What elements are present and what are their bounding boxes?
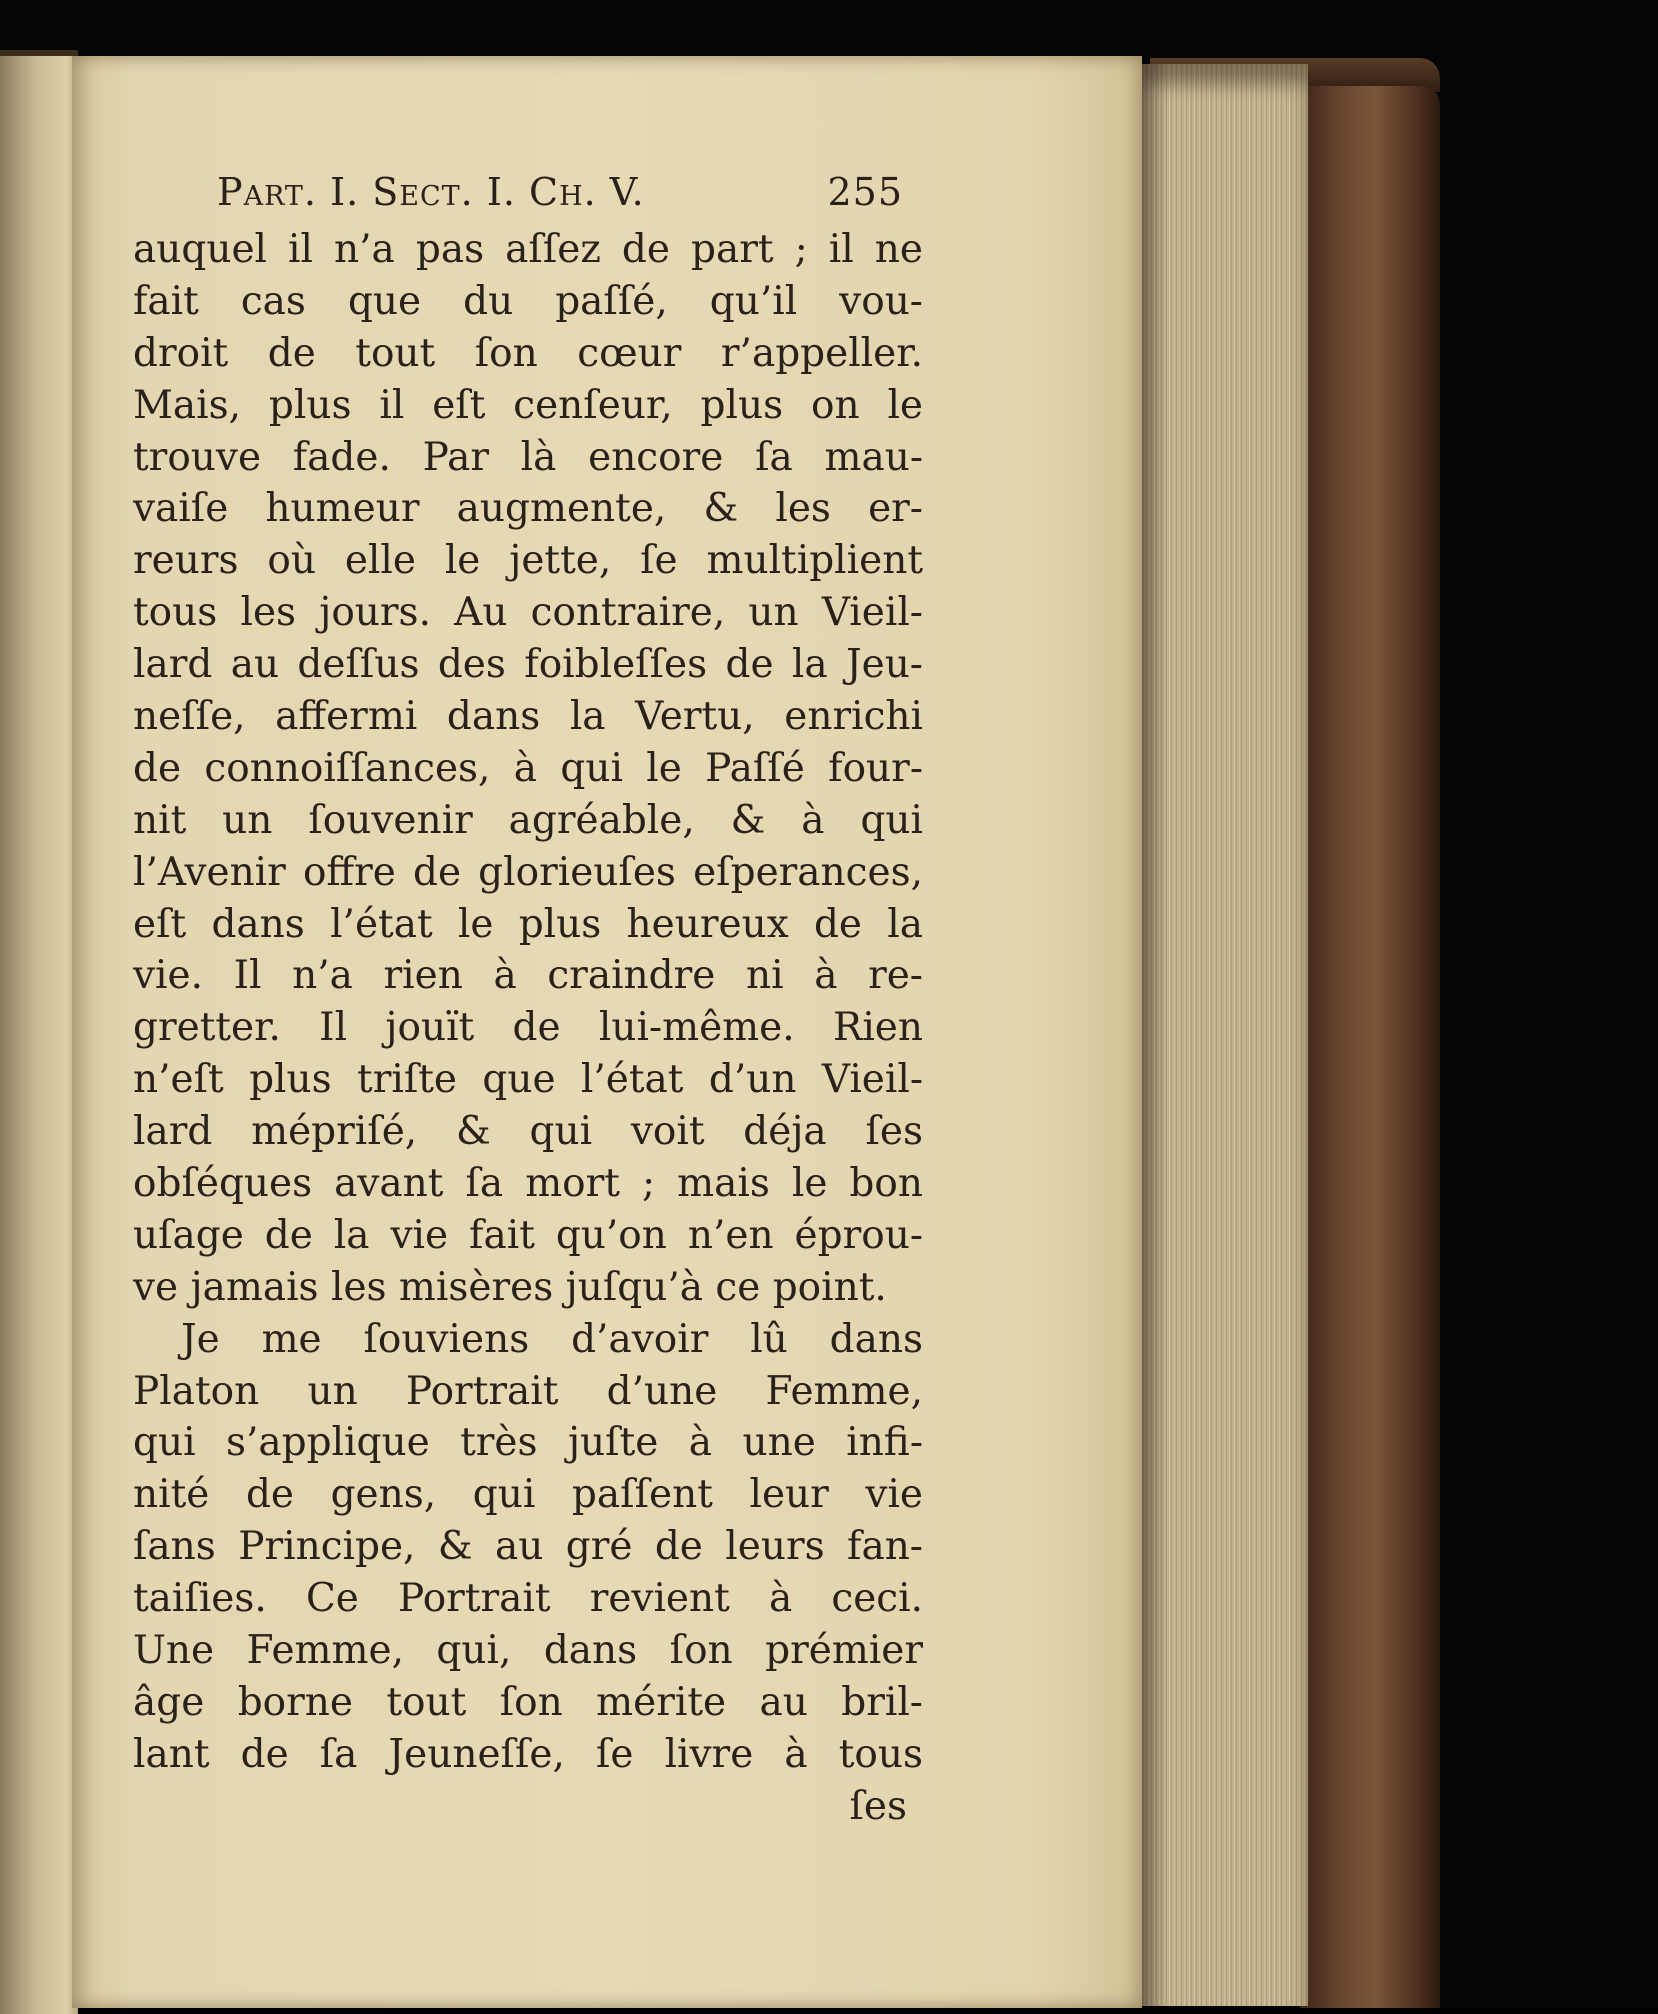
text-line: l’Avenir offre de glorieuſes eſperances,: [133, 849, 923, 895]
text-line: n’eſt plus triſte que l’état d’un Vieil-: [133, 1057, 923, 1103]
text-line: uſage de la vie fait qu’on n’en éprou-: [133, 1212, 923, 1258]
text-line: ſans Principe, & au gré de leurs fan-: [133, 1524, 923, 1570]
text-block: [133, 170, 923, 1833]
fore-edge-shadow: [1138, 64, 1168, 2006]
text-line: de connoiſſances, à qui le Paſſé four-: [133, 745, 923, 791]
text-line: Mais, plus il eſt cenſeur, plus on le: [133, 382, 923, 428]
text-line: lant de ſa Jeuneſſe, ſe livre à tous: [133, 1731, 923, 1777]
running-head: [133, 170, 923, 222]
text-line: neſſe, affermi dans la Vertu, enrichi: [133, 694, 923, 740]
text-line: lard mépriſé, & qui voit déja ſes: [133, 1109, 923, 1155]
leather-binding: [1300, 86, 1440, 2008]
text-line: Une Femme, qui, dans ſon prémier: [133, 1628, 923, 1674]
facing-page-edge: [0, 50, 78, 2014]
text-line: obſéques avant ſa mort ; mais le bon: [133, 1161, 923, 1207]
text-line: tous les jours. Au contraire, un Vieil-: [133, 590, 923, 636]
text-line: nit un ſouvenir agréable, & à qui: [133, 797, 923, 843]
text-line: vie. Il n’a rien à craindre ni à re-: [133, 953, 923, 999]
catchword: ſes: [849, 1783, 907, 1829]
text-line: lard au deſſus des foibleſſes de la Jeu-: [133, 642, 923, 688]
text-line: taiſies. Ce Portrait revient à ceci.: [133, 1576, 923, 1622]
text-line: nité de gens, qui paſſent leur vie: [133, 1472, 923, 1518]
text-line: Je me ſouviens d’avoir lû dans: [181, 1316, 923, 1362]
text-line: Platon un Portrait d’une Femme,: [133, 1368, 923, 1414]
text-line: droit de tout ſon cœur r’appeller.: [133, 330, 923, 376]
text-line: auquel il n’a pas aſſez de part ; il ne: [133, 227, 923, 272]
text-line: âge borne tout ſon mérite au bril-: [133, 1679, 923, 1725]
text-line: fait cas que du paſſé, qu’il vou-: [133, 278, 923, 324]
text-line: reurs où elle le jette, ſe multiplient: [133, 538, 923, 584]
text-line: eſt dans l’état le plus heureux de la: [133, 901, 923, 947]
page-number: 255: [827, 170, 903, 214]
text-line: trouve fade. Par là encore ſa mau-: [133, 434, 923, 480]
text-line: vaiſe humeur augmente, & les er-: [133, 486, 923, 532]
text-line: ve jamais les misères juſqu’à ce point.: [133, 1264, 887, 1310]
text-line: qui s’applique très juſte à une infi-: [133, 1420, 923, 1466]
text-line: gretter. Il jouït de lui-même. Rien: [133, 1005, 923, 1051]
running-head-title: Part. I. Sect. I. Ch. V.: [217, 170, 645, 214]
